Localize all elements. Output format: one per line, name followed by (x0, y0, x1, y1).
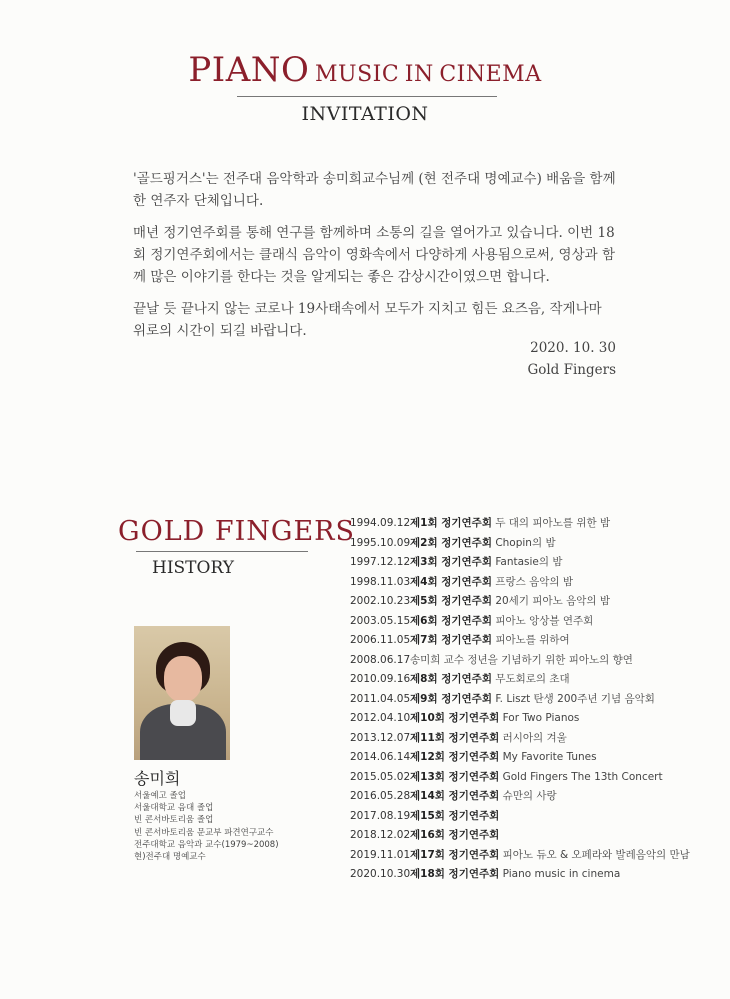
intro-paragraph-2: 매년 정기연주회를 통해 연구를 함께하며 소통의 길을 열어가고 있습니다. 이번 18회 정기연주회에서는 클래식 음악이 영화속에서 다양하게 사용됨으로써, 영상과 함께 많은 이야기를 한다는 것을 알게되는 좋은 감상시간이였으면 합니다. (133, 225, 616, 285)
profile-photo (134, 626, 230, 760)
history-row (350, 807, 690, 827)
history-concert-number: 제10회 정기연주회 (410, 712, 500, 724)
history-date: 2011.04.05 (350, 692, 411, 705)
signature: Gold Fingers (527, 362, 616, 378)
history-concert-number: 제16회 정기연주회 (410, 829, 500, 841)
title-divider (237, 96, 497, 97)
history-row (350, 612, 690, 632)
history-concert-number: 제17회 정기연주회 (410, 848, 500, 861)
history-concert-number: 제4회 정기연주회 (410, 575, 492, 588)
page-subtitle: INVITATION (301, 103, 429, 125)
photo-collar (170, 700, 196, 726)
history-row (350, 670, 690, 690)
history-row (350, 553, 690, 573)
history-description: 피아노 듀오 & 오페라와 발레음악의 만남 (502, 848, 690, 861)
history-row (350, 748, 690, 768)
title-word-music: MUSIC (315, 62, 400, 87)
history-description: 송미희 교수 정년을 기념하기 위한 피아노의 향연 (410, 653, 633, 666)
bio-line: 서울대학교 음대 졸업 (134, 803, 214, 814)
history-date: 2018.12.02 (350, 829, 411, 841)
title-word-piano: PIANO (188, 50, 310, 90)
history-date: 2014.06.14 (350, 751, 411, 763)
history-row (350, 787, 690, 807)
bio-line: 빈 콘서바토리움 졸업 (134, 815, 214, 826)
history-date: 1998.11.03 (350, 575, 411, 588)
history-description: 두 대의 피아노를 위한 밤 (495, 517, 611, 529)
page-title (0, 50, 730, 90)
history-description: My Favorite Tunes (502, 751, 597, 763)
history-description: F. Liszt 탄생 200주년 기념 음악회 (495, 692, 655, 705)
history-date: 1995.10.09 (350, 536, 411, 549)
history-row (350, 865, 690, 885)
history-row (350, 514, 690, 534)
history-concert-number: 제3회 정기연주회 (410, 556, 492, 568)
history-description: Fantasie의 밤 (495, 556, 563, 568)
history-date: 2012.04.10 (350, 712, 411, 724)
history-concert-number: 제7회 정기연주회 (410, 634, 492, 646)
history-concert-number: 제13회 정기연주회 (410, 770, 500, 783)
intro-paragraph-1: '골드핑거스'는 전주대 음악학과 송미희교수님께 (현 전주대 명예교수) 배움을 함께 한 연주자 단체입니다. (133, 171, 616, 209)
intro-paragraph-3: 끝날 듯 끝나지 않는 코로나 19사태속에서 모두가 지치고 힘든 요즈음, 작게나마 위로의 시간이 되길 바랍니다. (133, 301, 602, 339)
history-row (350, 651, 690, 671)
history-concert-number: 제14회 정기연주회 (410, 790, 500, 802)
history-description: 프랑스 음악의 밤 (495, 575, 573, 588)
profile-name: 송미희 (134, 769, 181, 788)
bio-line: 전주대학교 음악과 교수(1979~2008) (134, 839, 279, 850)
history-date: 1997.12.12 (350, 556, 411, 568)
history-description: Chopin의 밤 (495, 536, 556, 549)
history-concert-number: 제11회 정기연주회 (410, 731, 500, 744)
history-concert-number: 제15회 정기연주회 (410, 809, 500, 822)
history-date: 2013.12.07 (350, 731, 411, 744)
bio-line: 현)전주대 명예교수 (134, 852, 206, 863)
history-description: 무도회로의 초대 (495, 673, 570, 685)
history-row (350, 709, 690, 729)
history-date: 2020.10.30 (350, 868, 411, 880)
history-concert-number: 제9회 정기연주회 (410, 692, 492, 705)
history-row (350, 826, 690, 846)
history-concert-number: 제1회 정기연주회 (410, 517, 492, 529)
bio-line: 빈 콘서바토리움 문교부 파견연구교수 (134, 827, 274, 838)
history-date: 2008.06.17 (350, 653, 411, 666)
history-description: 러시아의 겨울 (502, 731, 567, 744)
history-date: 1994.09.12 (350, 517, 411, 529)
history-description: 20세기 피아노 음악의 밤 (495, 595, 610, 607)
history-row (350, 534, 690, 554)
history-row (350, 846, 690, 866)
history-title: GOLD FINGERS (118, 516, 355, 547)
history-description: Gold Fingers The 13th Concert (502, 770, 663, 783)
history-description: 피아노를 위하여 (495, 634, 570, 646)
history-date: 2017.08.19 (350, 809, 411, 822)
history-row (350, 592, 690, 612)
history-description: 슈만의 사랑 (502, 790, 557, 802)
history-date: 2010.09.16 (350, 673, 411, 685)
invitation-text (133, 168, 617, 352)
photo-face (164, 656, 202, 702)
history-concert-number: 제8회 정기연주회 (410, 673, 492, 685)
history-description: 피아노 앙상블 연주회 (495, 614, 594, 627)
history-date: 2006.11.05 (350, 634, 411, 646)
history-date: 2003.05.15 (350, 614, 411, 627)
history-concert-number: 제2회 정기연주회 (410, 536, 492, 549)
bio-line: 서울예고 졸업 (134, 791, 186, 801)
title-word-in: IN (404, 62, 434, 87)
history-concert-number: 제5회 정기연주회 (410, 595, 492, 607)
history-description: For Two Pianos (502, 712, 580, 724)
history-row (350, 573, 690, 593)
history-date: 2019.11.01 (350, 848, 411, 861)
history-date: 2016.05.28 (350, 790, 411, 802)
history-date: 2015.05.02 (350, 770, 411, 783)
title-word-cinema: CINEMA (439, 62, 542, 87)
history-concert-number: 제12회 정기연주회 (410, 751, 500, 763)
history-divider (136, 551, 308, 552)
history-subtitle: HISTORY (152, 558, 234, 578)
profile-bio (134, 790, 279, 863)
history-list (350, 514, 690, 885)
invitation-date: 2020. 10. 30 (530, 340, 616, 356)
signature-block (527, 337, 616, 381)
history-row (350, 768, 690, 788)
history-concert-number: 제6회 정기연주회 (410, 614, 492, 627)
history-date: 2002.10.23 (350, 595, 411, 607)
history-row (350, 729, 690, 749)
history-row (350, 631, 690, 651)
history-concert-number: 제18회 정기연주회 (410, 868, 500, 880)
history-description: Piano music in cinema (502, 868, 621, 880)
history-row (350, 690, 690, 710)
